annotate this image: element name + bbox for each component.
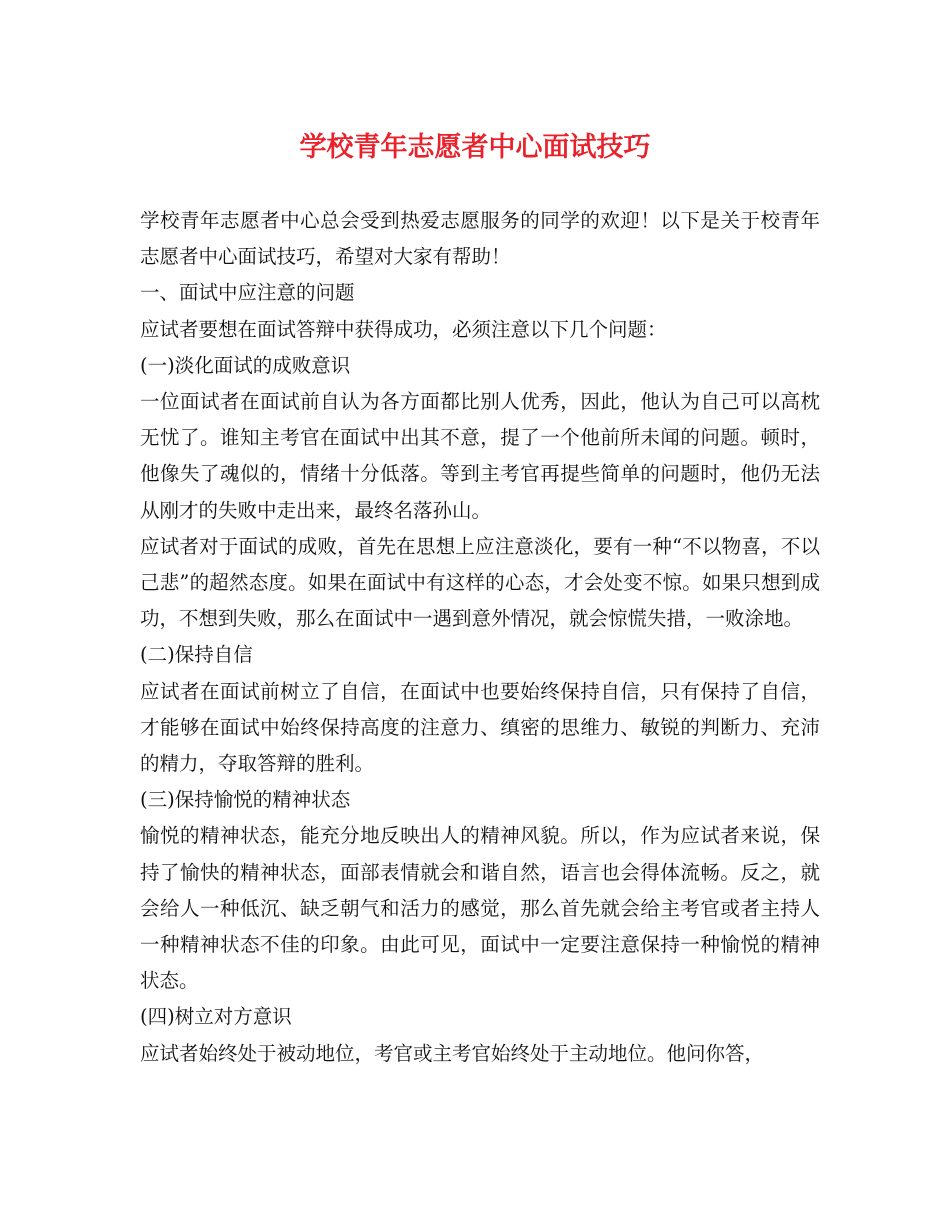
subsection-heading-4: (四)树立对方意识 [140,1005,292,1029]
section-heading-1: 一、面试中应注意的问题 [140,281,355,305]
subsection-heading-1: (一)淡化面试的成败意识 [140,353,351,377]
subsection-heading-3: (三)保持愉悦的精神状态 [140,788,351,812]
body-paragraph: 愉悦的精神状态，能充分地反映出人的精神风貌。所以，作为应试者来说，保持了愉快的精神状态，面部表情就会和谐自然，语言也会得体流畅。反之，就会给人一种低沉、缺乏朝气和活力的感觉，那么首先就会给主考官或者主持人一种精神状态不佳的印象。由此可见，面试中一定要注意保持一种愉悦的精神状态。 [140,824,820,993]
intro-paragraph: 学校青年志愿者中心总会受到热爱志愿服务的同学的欢迎！以下是关于校青年志愿者中心面试技巧，希望对大家有帮助！ [140,209,820,269]
document-title: 学校青年志愿者中心面试技巧 [299,132,651,163]
body-paragraph: 一位面试者在面试前自认为各方面都比别人优秀，因此，他认为自己可以高枕无忧了。谁知主考官在面试中出其不意，提了一个他前所未闻的问题。顿时，他像失了魂似的，情绪十分低落。等到主考官再提些简单的问题时，他仍无法从刚才的失败中走出来，最终名落孙山。 [140,390,820,522]
document-body [140,203,820,1072]
body-paragraph: 应试者要想在面试答辩中获得成功，必须注意以下几个问题： [140,317,667,341]
body-paragraph: 应试者对于面试的成败，首先在思想上应注意淡化，要有一种“不以物喜，不以己悲”的超然态度。如果在面试中有这样的心态，才会处变不惊。如果只想到成功，不想到失败，那么在面试中一遇到意外情况，就会惊慌失措，一败涂地。 [140,534,820,631]
body-paragraph: 应试者在面试前树立了自信，在面试中也要始终保持自信，只有保持了自信，才能够在面试中始终保持高度的注意力、缜密的思维力、敏锐的判断力、充沛的精力，夺取答辩的胜利。 [140,679,820,776]
subsection-heading-2: (二)保持自信 [140,643,253,667]
body-paragraph: 应试者始终处于被动地位，考官或主考官始终处于主动地位。他问你答， [140,1041,765,1065]
